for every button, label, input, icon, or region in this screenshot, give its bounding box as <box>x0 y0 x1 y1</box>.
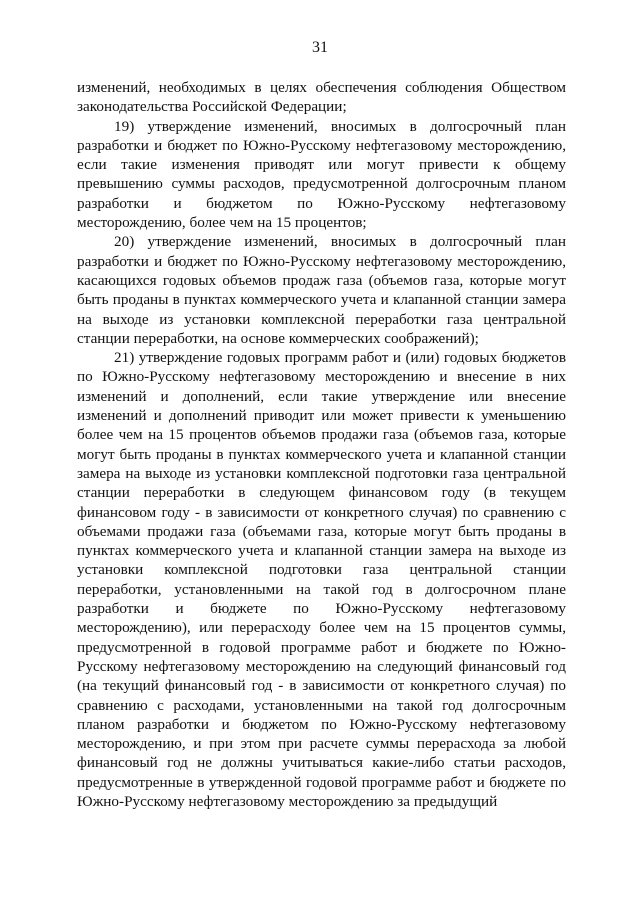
paragraph-item-21: 21) утверждение годовых программ работ и (или) годовых бюджетов по Южно-Русскому нефтегазовому месторождению и внесение в них изменений и дополнений, если такие утверждение или внесение изменений и дополнений приводит или может привести к уменьшению более чем на 15 процентов объемов продажи газа (объемов газа, которые могут быть проданы в пунктах коммерческого учета и клапанной станции замера на выходе из установки комплексной подготовки газа центральной станции переработки в следующем финансовом году (в текущем финансовом году - в зависимости от конкретного случая) по сравнению с объемами продажи газа (объемами газа, которые могут быть проданы в пунктах коммерческого учета и клапанной станции замера на выходе из установки комплексной подготовки газа центральной станции переработки, установленными на такой год в долгосрочном плане разработки и бюджете по Южно-Русскому нефтегазовому месторождению), или перерасходу более чем на 15 процентов суммы, предусмотренной в годовой программе работ и бюджете по Южно-Русскому нефтегазовому месторождению на следующий финансовый год (на текущий финансовый год - в зависимости от конкретного случая) по сравнению с расходами, установленными на такой год долгосрочным планом разработки и бюджетом по Южно-Русскому нефтегазовому месторождению, и при этом при расчете суммы перерасхода за любой финансовый год не должны учитываться какие-либо статьи расходов, предусмотренные в утвержденной годовой программе работ и бюджете по Южно-Русскому нефтегазовому месторождению за предыдущий <box>77 349 566 810</box>
paragraph-item-20: 20) утверждение изменений, вносимых в долгосрочный план разработки и бюджет по Южно-Русскому нефтегазовому месторождению, касающихся годовых объемов продаж газа (объемов газа, которые могут быть проданы в пунктах коммерческого учета и клапанной станции замера на выходе из установки комплексной переработки газа центральной станции переработки, на основе коммерческих соображений); <box>77 233 566 347</box>
paragraph-continuation: изменений, необходимых в целях обеспечения соблюдения Обществом законодательства Российской Федерации; <box>77 79 566 116</box>
page-number: 31 <box>312 39 328 56</box>
paragraph-item-19: 19) утверждение изменений, вносимых в долгосрочный план разработки и бюджет по Южно-Русскому нефтегазовому месторождению, если такие изменения приводят или могут привести к общему превышению суммы расходов, предусмотренной долгосрочным планом разработки и бюджетом по Южно-Русскому нефтегазовому месторождению, более чем на 15 процентов; <box>77 117 566 232</box>
document-body <box>77 78 566 811</box>
